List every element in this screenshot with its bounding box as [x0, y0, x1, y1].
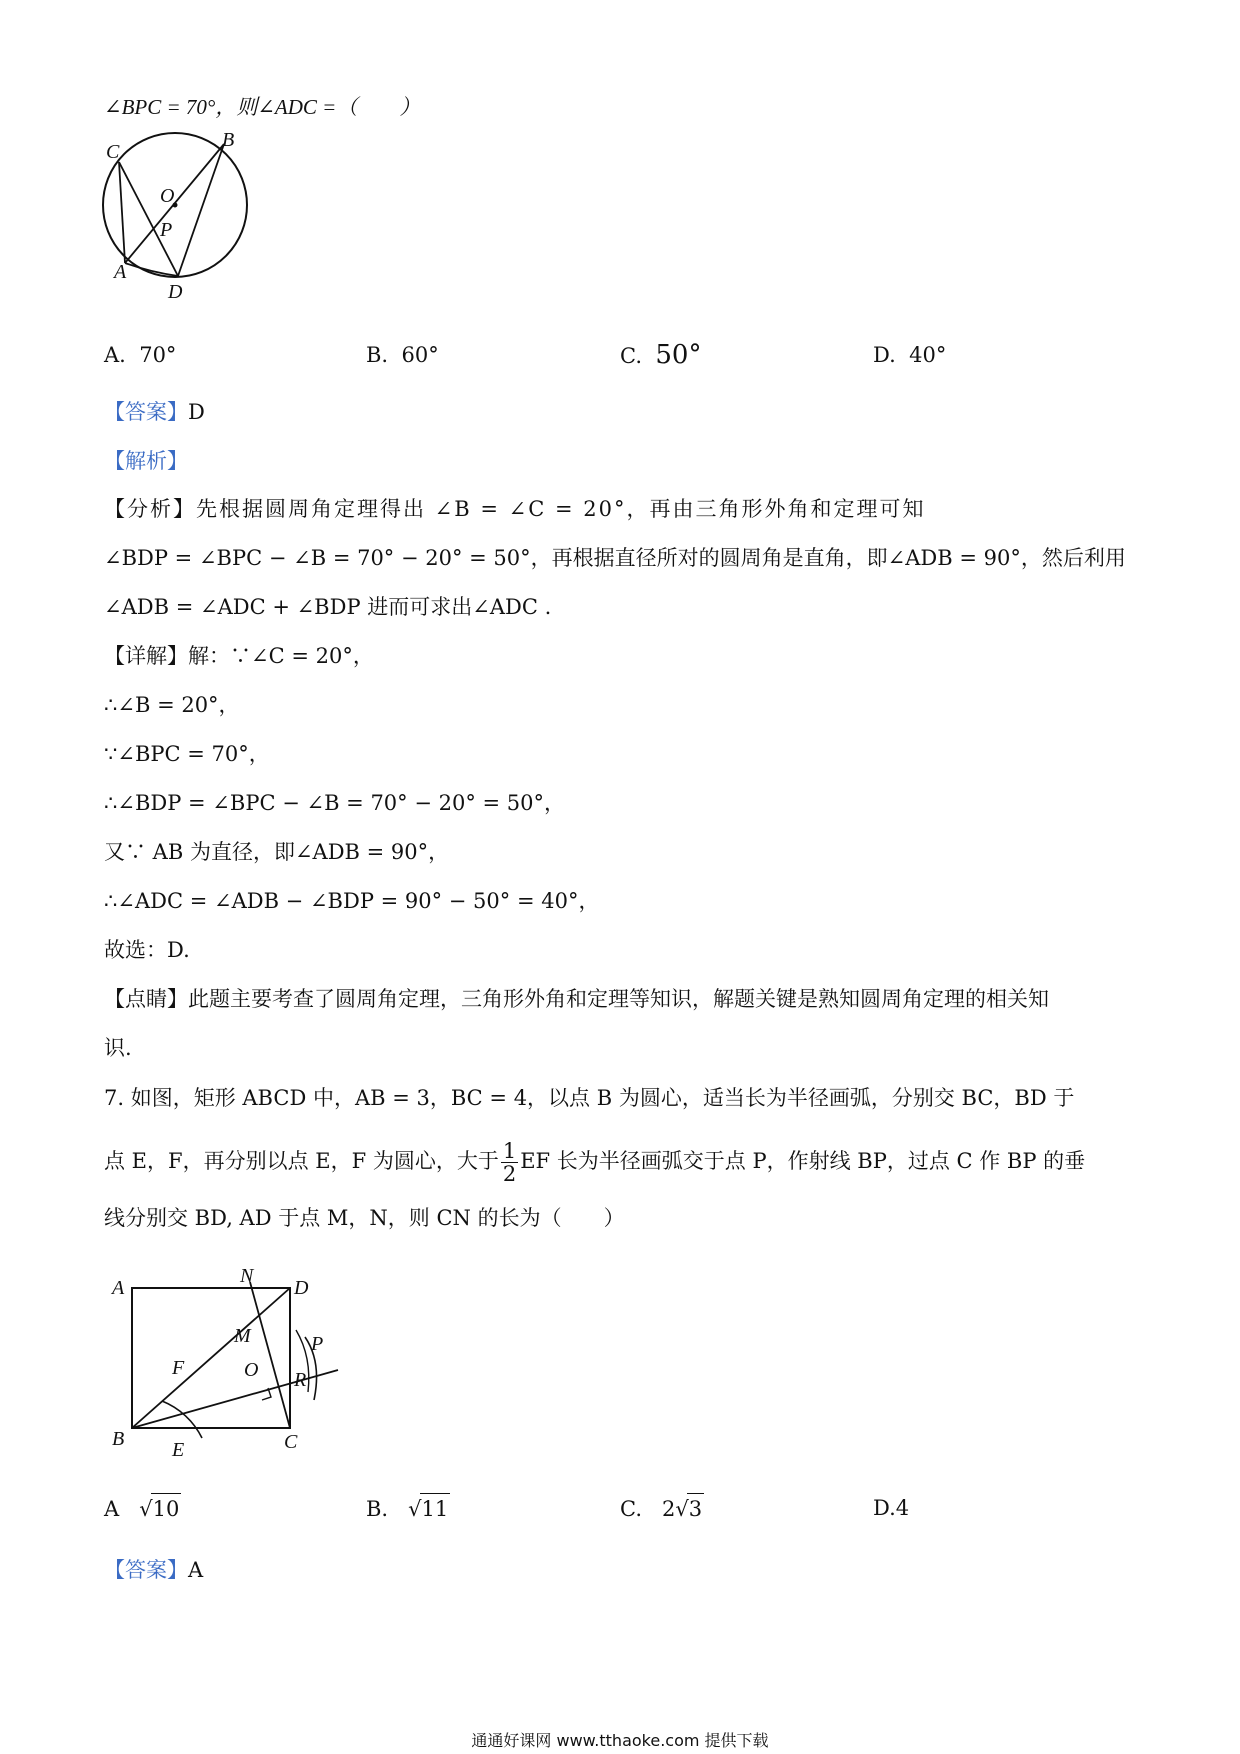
- q6-circle-figure: [98, 128, 258, 308]
- q6-step-5: 又∵ AB 为直径，即∠ADB = 90°，: [104, 840, 450, 864]
- q6-fenxi-line3: ∠ADB = ∠ADC + ∠BDP 进而可求出∠ADC .: [104, 595, 552, 619]
- q6-option-d: D. 40°: [873, 343, 947, 367]
- q6-step-1: 【详解】解：∵∠C = 20°，: [104, 644, 374, 668]
- q7-label-M: M: [234, 1325, 251, 1347]
- q6-answer: 【答案】D: [104, 400, 205, 424]
- q7-label-P: P: [311, 1333, 324, 1355]
- q7-option-d: D.4: [873, 1496, 910, 1520]
- q7-fraction: $\frac{1}{2}$: [502, 1139, 517, 1186]
- q7-label-D: D: [294, 1277, 309, 1299]
- q6-option-a: A. 70°: [104, 343, 177, 367]
- q6-label-B: B: [222, 129, 235, 151]
- q7-label-F: F: [172, 1357, 185, 1379]
- q6-dianjing-line1: 【点睛】此题主要考查了圆周角定理，三角形外角和定理等知识，解题关键是熟知圆周角定理的相关知: [104, 987, 1049, 1011]
- q6-label-O: O: [160, 185, 175, 207]
- q7-label-O: O: [244, 1359, 259, 1381]
- q7-option-c: C. 2√3: [620, 1493, 704, 1524]
- q6-dianjing-line2: 识.: [104, 1036, 132, 1060]
- q6-fenxi-line2: ∠BDP = ∠BPC − ∠B = 70° − 20° = 50°，再根据直径所对的圆周角是直角，即∠ADB = 90°，然后利用: [104, 546, 1126, 570]
- q6-label-C: C: [106, 141, 120, 163]
- q6-step-3: ∵∠BPC = 70°，: [104, 742, 270, 766]
- q7-label-C: C: [284, 1431, 298, 1453]
- q7-label-N: N: [240, 1265, 254, 1287]
- q7-label-E: E: [172, 1439, 185, 1461]
- q7-stem-line2: 点 E，F，再分别以点 E，F 为圆心，大于 $\frac{1}{2}$ EF 长为半径画弧交于点 P，作射线 BP，过点 C 作 BP 的垂: [104, 1139, 1086, 1186]
- q6-option-c: C. 50°: [620, 340, 702, 370]
- q6-analysis-tag: 【解析】: [104, 449, 188, 473]
- q7-label-R: R: [294, 1369, 307, 1391]
- q6-fenxi-line1: 【分析】先根据圆周角定理得出 ∠B = ∠C = 20°，再由三角形外角和定理可知: [104, 497, 926, 521]
- q6-option-b: B. 60°: [366, 343, 439, 367]
- q7-answer: 【答案】A: [104, 1558, 204, 1582]
- q6-label-A: A: [114, 261, 127, 283]
- q6-step-6: ∴∠ADC = ∠ADB − ∠BDP = 90° − 50° = 40°，: [104, 889, 600, 913]
- q7-option-b: B. √11: [366, 1493, 450, 1524]
- q7-label-A: A: [112, 1277, 125, 1299]
- page-footer: 通通好课网 www.tthaoke.com 提供下载: [471, 1731, 769, 1750]
- q6-label-P: P: [160, 219, 173, 241]
- q7-stem-line3: 线分别交 BD, AD 于点 M，N，则 CN 的长为（ ）: [104, 1206, 625, 1230]
- q7-option-a: A √10: [104, 1493, 181, 1524]
- q6-step-4: ∴∠BDP = ∠BPC − ∠B = 70° − 20° = 50°，: [104, 791, 566, 815]
- q7-label-B: B: [112, 1428, 125, 1450]
- q6-step-2: ∴∠B = 20°，: [104, 693, 240, 717]
- q6-step-7: 故选：D.: [104, 938, 190, 962]
- q6-stem-tail: ∠BPC = 70°，则∠ADC =（ ）: [104, 95, 421, 119]
- q7-rectangle-figure: [100, 1262, 380, 1462]
- q6-label-D: D: [168, 281, 183, 303]
- q7-stem-line1: 7. 如图，矩形 ABCD 中，AB = 3，BC = 4，以点 B 为圆心，适当长为半径画弧，分别交 BC，BD 于: [104, 1086, 1075, 1110]
